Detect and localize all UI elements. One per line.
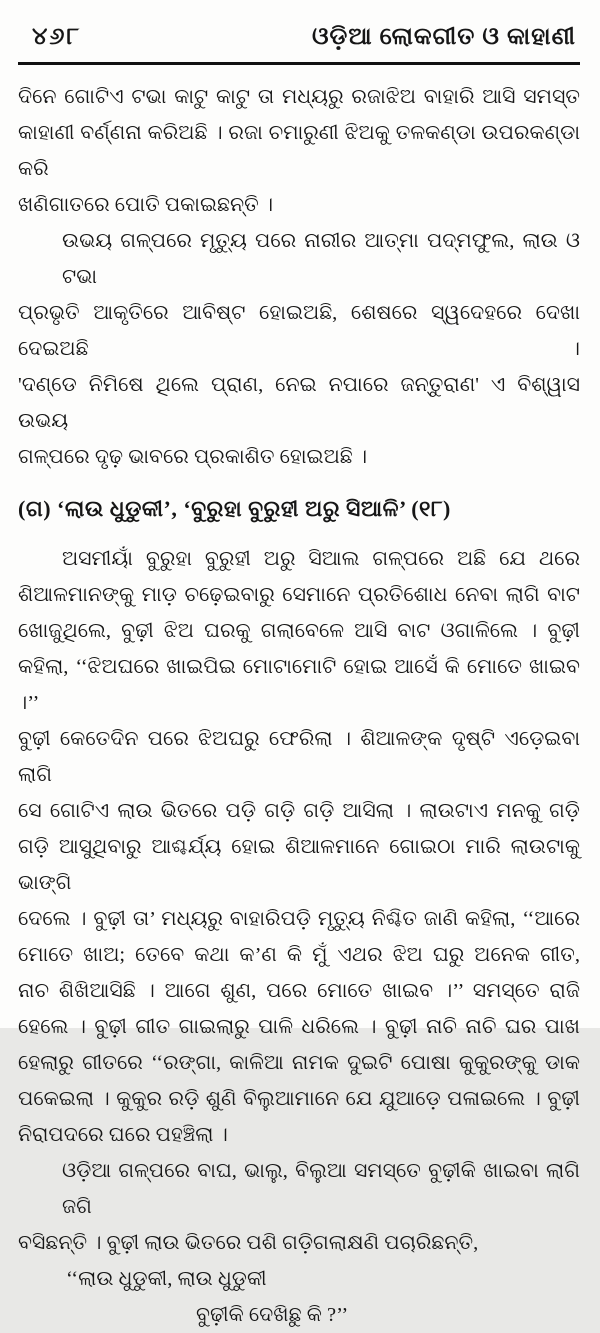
text-line: ପ୍ରଭୃତି ଆକୃତିରେ ଆବିଷ୍ଟ ହୋଇଅଛି, ଶେଷରେ ସ୍ୱଦେହରେ ଦେଖା ଦେଇଅଛି । bbox=[18, 302, 580, 360]
text-line: ହେଲାରୁ ଗୀତରେ ‘‘ରଙ୍ଗା, କାଳିଆ ନାମକ ଦୁଇଟି ପୋଷା କୁକୁରଙ୍କୁ ଡାକ bbox=[18, 1052, 580, 1074]
page-header bbox=[18, 20, 580, 52]
text-line: ଉଭୟ ଗଳ୍ପରେ ମୃତ୍ୟୁ ପରେ ନାରୀର ଆତ୍ମା ପଦ୍ମଫୁଲ, ଲାଉ ଓ ଟଭା bbox=[62, 230, 580, 288]
text-line: କାହାଣୀ ବର୍ଣ୍ଣନା କରିଅଛି । ରଜା ଚମାରୁଣୀ ଝିଅକୁ ତଳକଣ୍ଡା ଉପରକଣ୍ଡା କରି bbox=[18, 122, 580, 180]
text-line: ଦିନେ ଗୋଟିଏ ଟଭା କାଟୁ କାଟୁ ତା ମଧ୍ୟରୁ ରଜାଝିଅ ବାହାରି ଆସି ସମସ୍ତ bbox=[18, 86, 580, 108]
text-line: 'ଦଣ୍ଡେ ନିମିଷେ ଥିଲେ ପ୍ରାଣ, ନେଇ ନପାରେ ଜନ୍ତୁରାଣ' ଏ ବିଶ୍ୱାସ ଉଭୟ bbox=[18, 374, 580, 432]
text-line: ପକେଇଲା । କୁକୁର ରଡ଼ି ଶୁଣି ବିଲୁଆମାନେ ଯେ ଯୁଆଡ଼େ ପଳାଇଲେ । ବୁଢ଼ୀ bbox=[18, 1088, 580, 1110]
text-line: ବୁଢ଼ୀ କେତେଦିନ ପରେ ଝିଅଘରୁ ଫେରିଲା । ଶିଆଳଙ୍କ ଦୃଷ୍ଟି ଏଡ଼େଇବା ଲାଗି bbox=[18, 728, 580, 786]
text-line: ଗଡ଼ି ଆସୁଥିବାରୁ ଆଶ୍ଚର୍ଯ୍ୟ ହୋଇ ଶିଆଳମାନେ ଗୋଇଠା ମାରି ଲାଉଟାକୁ ଭାଙ୍ଗି bbox=[18, 836, 580, 894]
text-line: ବସିଛନ୍ତି । ବୁଢ଼ୀ ଲାଉ ଭିତରେ ପଶି ଗଡ଼ିଗଲାକ୍ଷଣି ପଚାରିଛନ୍ତି, bbox=[18, 1232, 479, 1254]
page-number: ୪୬୮ bbox=[32, 24, 81, 50]
verse-block bbox=[18, 1261, 580, 1333]
text-line: ‘‘ଲାଉ ଧୁଡୁକୀ, ଲାଉ ଧୁଡୁକୀ bbox=[66, 1268, 267, 1290]
text-line: ଖୋଜୁଥିଲେ, ବୁଢ଼ୀ ଝିଅ ଘରକୁ ଗଲାବେଳେ ଆସି ବାଟ ଓଗାଳିଲେ । ବୁଢ଼ୀ bbox=[18, 620, 580, 642]
text-line: କହିଲା, ‘‘ଝିଅଘରେ ଖାଇପିଇ ମୋଟାମୋଟି ହୋଇ ଆସେଁ କି ମୋତେ ଖାଇବ ।’’ bbox=[18, 656, 580, 714]
text-line: ଦେଲେ । ବୁଢ଼ୀ ତା’ ମଧ୍ୟରୁ ବାହାରିପଡ଼ି ମୃତ୍ୟୁ ନିଶ୍ଚିତ ଜାଣି କହିଲା, ‘‘ଆରେ bbox=[18, 908, 580, 930]
text-line: ନିରାପଦରେ ଘରେ ପହଞ୍ଚିଲା । bbox=[18, 1124, 228, 1146]
paragraph bbox=[18, 223, 580, 475]
page-body bbox=[18, 65, 580, 1333]
text-line: ଗଳ୍ପରେ ଦୃଢ଼ ଭାବରେ ପ୍ରକାଶିତ ହୋଇଅଛି । bbox=[18, 446, 368, 468]
text-line: ଶିଆଳମାନଙ୍କୁ ମାଡ଼ ଚଢ଼େଇବାରୁ ସେମାନେ ପ୍ରତିଶୋଧ ନେବା ଲାଗି ବାଟ bbox=[18, 584, 580, 606]
text-line: ଓଡ଼ିଆ ଗଳ୍ପରେ ବାଘ, ଭାଲୁ, ବିଲୁଆ ସମସ୍ତେ ବୁଢ଼ୀକି ଖାଇବା ଲାଗି ଜଗି bbox=[62, 1160, 580, 1218]
text-line: ଖଣିଗାତରେ ପୋତି ପକାଇଛନ୍ତି । bbox=[18, 194, 274, 216]
text-line: ଅସମୀୟାଁ ବୁରୁହା ବୁରୁହୀ ଅରୁ ସିଆଲ ଗଳ୍ପରେ ଅଛି ଯେ ଥରେ bbox=[62, 548, 580, 570]
running-title: ଓଡ଼ିଆ ଲୋକଗୀତ ଓ କାହାଣୀ bbox=[312, 24, 576, 50]
text-line: ବୁଢ଼ୀକି ଦେଖିଛୁ କି ?’’ bbox=[196, 1304, 349, 1326]
text-line: ନାଚ ଶିଖିଆସିଛି । ଆଗେ ଶୁଣ, ପରେ ମୋତେ ଖାଇବ ।’’ ସମସ୍ତେ ରାଜି bbox=[18, 980, 580, 1002]
paragraph bbox=[18, 79, 580, 223]
section-heading: (ଗ) ‘ଲାଉ ଧୁଡୁକୀ’, ‘ବୁରୁହା ବୁରୁହୀ ଅରୁ ସିଆଳି’ (୧୮) bbox=[18, 496, 451, 521]
text-line: ହେଲେ । ବୁଢ଼ୀ ଗୀତ ଗାଇଲାରୁ ପାଳି ଧରିଲେ । ବୁଢ଼ୀ ନାଚି ନାଚି ଘର ପାଖ bbox=[18, 1016, 580, 1038]
paragraph bbox=[18, 1153, 580, 1261]
text-line: ମୋତେ ଖାଅ; ତେବେ କଥା କ’ଣ କି ମୁଁ ଏଥର ଝିଅ ଘରୁ ଅନେକ ଗୀତ, bbox=[18, 944, 580, 966]
text-line: ସେ ଗୋଟିଏ ଲାଉ ଭିତରେ ପଡ଼ି ଗଡ଼ି ଗଡ଼ି ଆସିଲା । ଲାଉଟାଏ ମନକୁ ଗଡ଼ି bbox=[18, 800, 580, 822]
paragraph bbox=[18, 541, 580, 1153]
